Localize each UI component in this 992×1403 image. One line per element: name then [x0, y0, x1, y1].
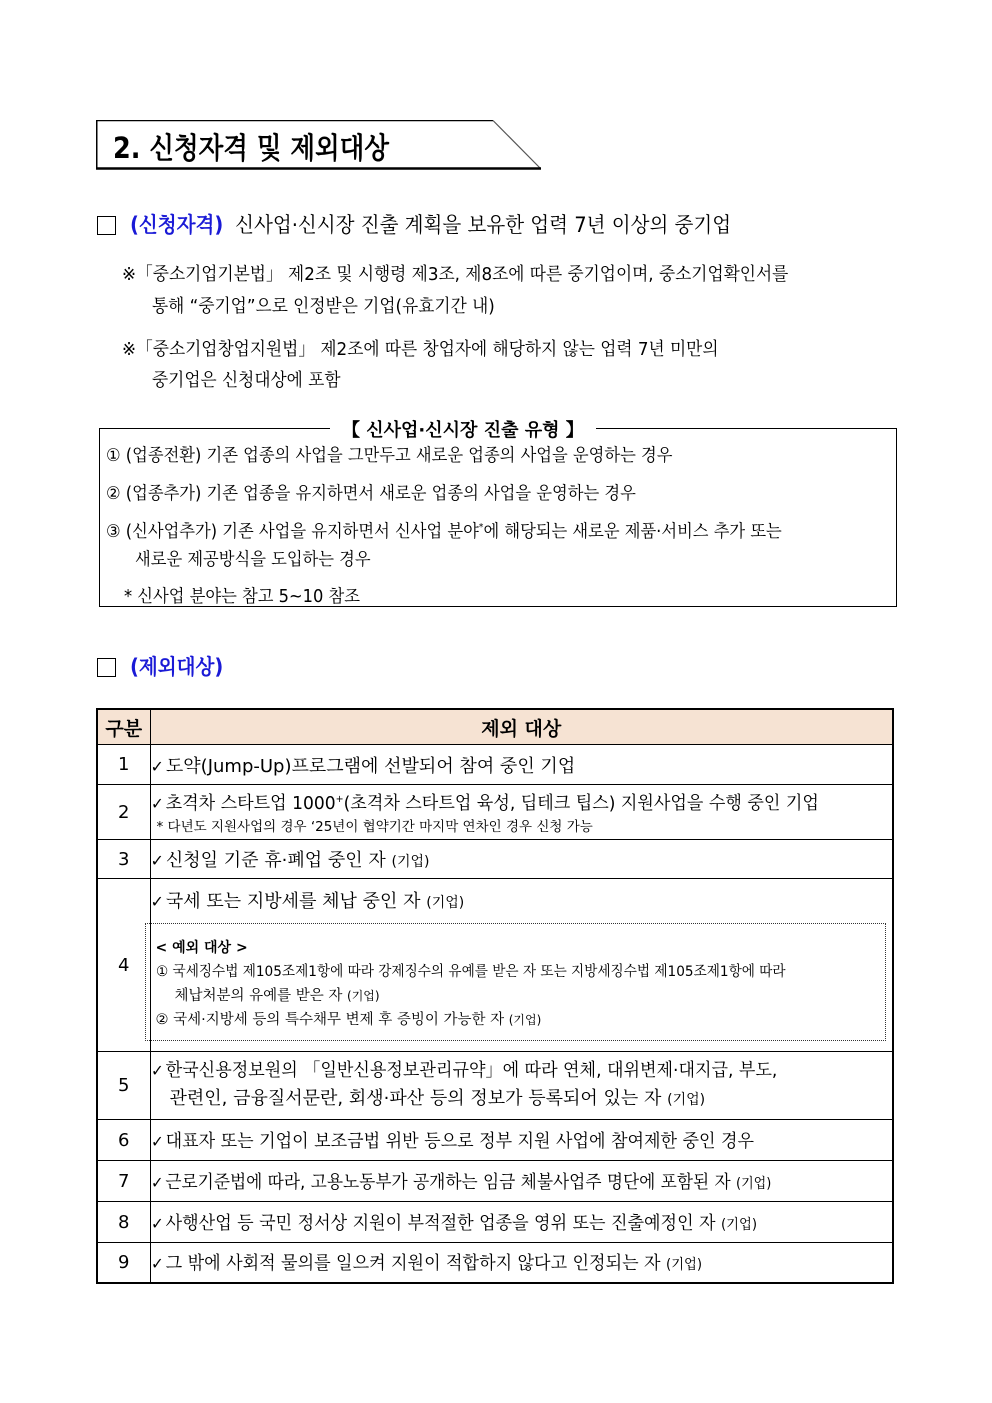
row-paren: (기업): [426, 895, 465, 911]
header-category: 구분: [97, 709, 150, 745]
row-text-cont: 관련인, 금융질서문란, 회생·파산 등의 정보가 등록되어 있는 자: [169, 1088, 668, 1109]
row-text: 근로기준법에 따라, 고용노동부가 공개하는 임금 체불사업주 명단에 포함된 자: [164, 1172, 736, 1193]
row-number: 6: [97, 1120, 150, 1161]
row-text-cont: (초격차 스타트업 육성, 딥테크 팁스) 지원사업을 수행 중인 기업: [343, 793, 819, 814]
item-text: (업종추가) 기존 업종을 유지하면서 새로운 업종의 사업을 운영하는 경우: [125, 484, 636, 504]
type-item-3-line2: 새로운 제공방식을 도입하는 경우: [135, 550, 371, 570]
type-item-2: [106, 480, 636, 505]
exception-paren: (기업): [508, 1013, 542, 1027]
exclusion-table: [96, 708, 894, 1284]
check-icon: ✓: [150, 1214, 164, 1233]
section-title-box: [96, 120, 541, 170]
row-content: [150, 879, 893, 1052]
row-text: 대표자 또는 기업이 보조금법 위반 등으로 정부 지원 사업에 참여제한 중인 경우: [165, 1131, 754, 1152]
row-content: [150, 1243, 893, 1283]
exception-item-2: [156, 1008, 876, 1032]
table-header-row: [97, 709, 893, 745]
row-subnote: * 다년도 지원사업의 경우 ‘25년이 협약기간 마지막 연차인 경우 신청 가능: [156, 819, 593, 835]
check-icon: ✓: [150, 1061, 164, 1080]
row-text: 신청일 기준 휴·폐업 중인 자: [165, 850, 392, 871]
row-content: [150, 1202, 893, 1243]
row-text: 초격차 스타트업 1000: [165, 793, 336, 814]
check-icon: ✓: [150, 794, 164, 813]
check-icon: ✓: [150, 756, 164, 776]
eligibility-heading: [130, 209, 731, 239]
row-number: 9: [97, 1243, 150, 1283]
eligibility-text: 신사업·신시장 진출 계획을 보유한 업력 7년 이상의 중기업: [235, 213, 732, 237]
check-icon: ✓: [150, 1173, 163, 1192]
table-row: [97, 1202, 893, 1243]
row-content: [150, 1052, 893, 1120]
row-text: 한국신용정보원의 「일반신용정보관리규약」에 따라 연체, 대위변제·대지급, 부도,: [165, 1060, 777, 1081]
reference-mark: ※: [122, 264, 137, 285]
exceptions-box: [145, 923, 887, 1041]
check-icon: ✓: [150, 1132, 164, 1151]
type-item-3: [106, 518, 782, 543]
table-row: [97, 1120, 893, 1161]
exception-paren: (기업): [347, 989, 380, 1003]
eligibility-note-2-line2: 중기업은 신청대상에 포함: [152, 370, 341, 391]
exception-item-1-line1: ① 국세징수법 제105조제1항에 따라 강제징수의 유예를 받은 자 또는 지방세징수법 제105조제1항에 따라: [155, 964, 786, 980]
types-footnote: * 신사업 분야는 참고 5~10 참조: [124, 587, 360, 607]
row-content: [150, 840, 893, 879]
note-text: 「중소기업기본법」 제2조 및 시행령 제3조, 제8조에 따른 중기업이며, 중소기업확인서를: [136, 264, 789, 285]
row-text: 사행산업 등 국민 정서상 지원이 부적절한 업종을 영위 또는 진출예정인 자: [165, 1213, 721, 1234]
table-row: [97, 879, 893, 1052]
row-paren: (기업): [735, 1176, 771, 1192]
row-paren: (기업): [391, 854, 430, 870]
table-row: [97, 840, 893, 879]
row-number: 3: [97, 840, 150, 879]
type-item-1: [106, 442, 672, 467]
types-box-title: 【 신사업·신시장 진출 유형 】: [330, 416, 596, 442]
eligibility-label: (신청자격): [130, 213, 224, 237]
exception-item-1-line2: [156, 984, 876, 1008]
item-text-cont: 에 해당되는 새로운 제품·서비스 추가 또는: [483, 522, 782, 542]
row-paren: (기업): [665, 1257, 702, 1274]
row-number: 2: [97, 785, 150, 840]
exclusion-checkbox: [97, 658, 116, 681]
row-number: 4: [97, 879, 150, 1052]
row-number: 8: [97, 1202, 150, 1243]
item-number: ③: [106, 522, 121, 542]
row-content: [150, 1161, 893, 1202]
table-row: [97, 1161, 893, 1202]
row-text: 국세 또는 지방세를 체납 중인 자: [165, 891, 427, 912]
row-number: 5: [97, 1052, 150, 1120]
eligibility-note-1-line1: [122, 260, 788, 286]
header-excluded-targets: 제외 대상: [150, 709, 893, 745]
eligibility-note-1-line2: 통해 “중기업”으로 인정받은 기업(유효기간 내): [152, 296, 495, 317]
footnote-marker: *: [478, 522, 484, 534]
row-content: [150, 785, 893, 840]
eligibility-note-2-line1: [122, 335, 719, 361]
note-text: 「중소기업창업지원법」 제2조에 따른 창업자에 해당하지 않는 업력 7년 미만의: [136, 339, 719, 360]
exceptions-title: < 예외 대상 >: [155, 940, 248, 956]
row-paren: (기업): [667, 1092, 706, 1108]
row-number: 1: [97, 745, 150, 785]
item-text: (업종전환) 기존 업종의 사업을 그만두고 새로운 업종의 사업을 운영하는 경우: [125, 446, 673, 466]
exception-text: 체납처분의 유예를 받은 자: [174, 988, 348, 1004]
check-icon: ✓: [150, 1254, 164, 1274]
row-content: [150, 745, 893, 785]
table-row: [97, 1243, 893, 1283]
exclusion-label: (제외대상): [130, 655, 224, 679]
row-content: [150, 1120, 893, 1161]
section-title: 2. 신청자격 및 제외대상: [113, 131, 389, 165]
check-icon: ✓: [150, 851, 164, 870]
eligibility-checkbox: [97, 216, 116, 239]
item-number: ②: [106, 484, 121, 504]
row-paren: (기업): [720, 1217, 757, 1233]
item-number: ①: [106, 446, 121, 466]
row-text: 그 밖에 사회적 물의를 일으켜 지원이 적합하지 않다고 인정되는 자: [165, 1253, 666, 1275]
plus-marker: +: [335, 794, 344, 805]
reference-mark: ※: [122, 339, 137, 360]
row-number: 7: [97, 1161, 150, 1202]
row-text: 도약(Jump-Up)프로그램에 선발되어 참여 중인 기업: [165, 755, 576, 777]
table-row: [97, 785, 893, 840]
item-text: (신사업추가) 기존 사업을 유지하면서 신사업 분야: [125, 522, 479, 542]
exception-text: ② 국세·지방세 등의 특수채무 변제 후 증빙이 가능한 자: [155, 1012, 509, 1028]
check-icon: ✓: [150, 892, 164, 911]
table-row: [97, 745, 893, 785]
table-row: [97, 1052, 893, 1120]
